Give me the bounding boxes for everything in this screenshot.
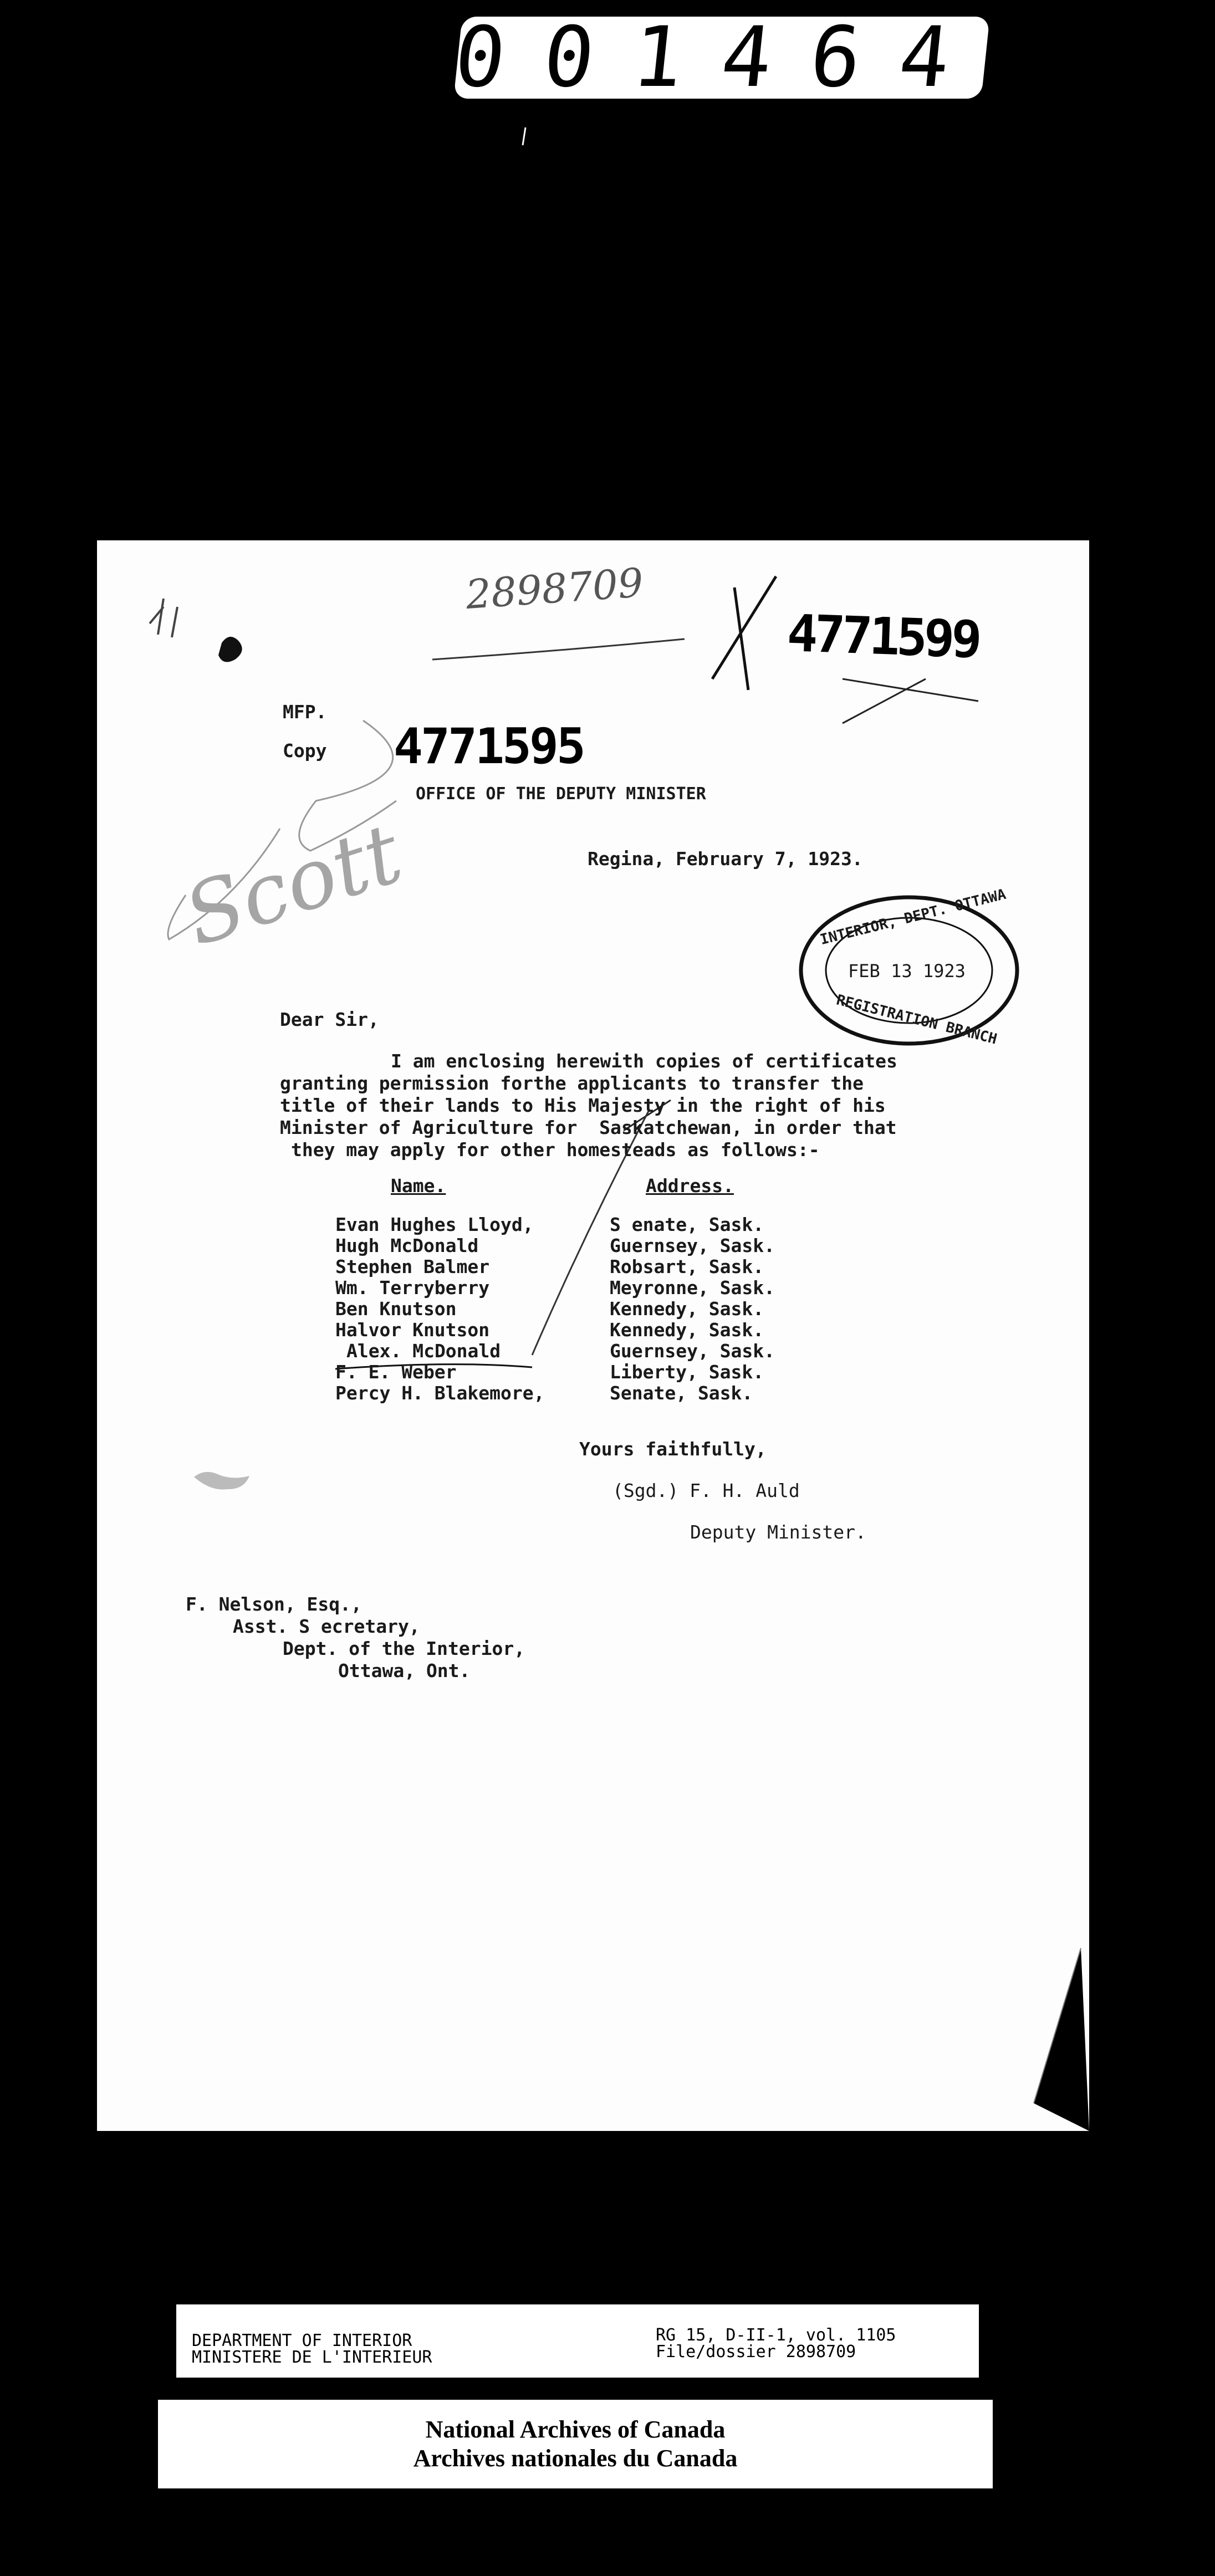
applicant-name: Hugh McDonald <box>335 1235 479 1256</box>
applicant-name: Stephen Balmer <box>335 1256 490 1277</box>
recipient-line: Dept. of the Interior, <box>283 1638 525 1659</box>
applicant-name: Evan Hughes Lloyd, <box>335 1214 534 1235</box>
body-line: granting permission forthe applicants to transfer the <box>280 1072 864 1094</box>
body-line: I am enclosing herewith copies of certificates <box>391 1050 897 1072</box>
stamp-top-text: INTERIOR, DEPT. OTTAWA <box>818 886 1008 949</box>
applicant-address: Robsart, Sask. <box>610 1256 764 1277</box>
archives-name-en: National Archives of Canada <box>425 2416 726 2443</box>
applicant-address: Meyronne, Sask. <box>610 1277 775 1299</box>
page-markings <box>97 540 1089 2131</box>
signer-title: Deputy Minister. <box>690 1521 866 1543</box>
applicant-address: Guernsey, Sask. <box>610 1340 775 1362</box>
initials-mark: MFP. <box>283 701 327 723</box>
applicant-name: Wm. Terryberry <box>335 1277 490 1299</box>
ink-blot <box>218 637 242 662</box>
applicant-name: F. E. Weber <box>335 1361 457 1383</box>
signed-line: (Sgd.) F. H. Auld <box>612 1480 800 1501</box>
name-column-header: Name. <box>391 1175 446 1197</box>
body-line: title of their lands to His Majesty in the right of his <box>280 1095 886 1116</box>
applicant-name: Halvor Knutson <box>335 1319 490 1341</box>
stamped-number: 4771595 <box>394 718 584 775</box>
applicant-address: Senate, Sask. <box>610 1382 753 1404</box>
salutation: Dear Sir, <box>280 1009 379 1030</box>
stamp-bottom-text: REGISTRATION BRANCH <box>834 991 999 1048</box>
department-fr: MINISTERE DE L'INTERIEUR <box>192 2348 432 2367</box>
applicant-address: Kennedy, Sask. <box>610 1319 764 1341</box>
file-dossier: File/dossier 2898709 <box>656 2342 856 2362</box>
recipient-line: F. Nelson, Esq., <box>186 1593 362 1615</box>
recipient-line: Ottawa, Ont. <box>338 1660 471 1681</box>
applicant-name: Alex. McDonald <box>346 1340 501 1362</box>
x-mark <box>712 576 776 690</box>
applicant-address: Guernsey, Sask. <box>610 1235 775 1256</box>
applicant-address: Liberty, Sask. <box>610 1361 764 1383</box>
applicant-address: Kennedy, Sask. <box>610 1298 764 1320</box>
margin-scribble <box>150 599 177 637</box>
film-scratch <box>0 0 1215 222</box>
check-mark <box>843 679 978 723</box>
handwritten-signature: Scott <box>173 805 413 965</box>
recipient-line: Asst. S ecretary, <box>233 1616 420 1637</box>
body-line: Minister of Agriculture for Saskatchewan, in order that <box>280 1117 897 1138</box>
office-heading: OFFICE OF THE DEPUTY MINISTER <box>416 784 706 804</box>
applicant-name: Ben Knutson <box>335 1298 457 1320</box>
applicant-name: Percy H. Blakemore, <box>335 1382 545 1404</box>
body-line: they may apply for other homesteads as follows:- <box>291 1139 820 1161</box>
stamped-number-top-right: 4771599 <box>786 603 980 670</box>
smudge <box>194 1472 249 1490</box>
archives-name-label <box>158 2400 993 2488</box>
applicant-address: S enate, Sask. <box>610 1214 764 1235</box>
place-date: Regina, February 7, 1923. <box>588 848 863 870</box>
stamp-date: FEB 13 1923 <box>848 960 966 982</box>
department-en: DEPARTMENT OF INTERIOR <box>192 2331 412 2350</box>
letter-page <box>97 540 1089 2131</box>
archives-name-fr: Archives nationales du Canada <box>413 2445 738 2472</box>
address-column-header: Address. <box>646 1175 734 1197</box>
copy-label: Copy <box>283 740 327 761</box>
microfilm-frame-number: 001464 <box>450 9 994 106</box>
archive-reference-label <box>176 2304 979 2378</box>
record-group: RG 15, D-II-1, vol. 1105 <box>656 2325 896 2345</box>
handwritten-file-number: 2898709 <box>464 559 645 619</box>
closing: Yours faithfully, <box>579 1438 767 1460</box>
